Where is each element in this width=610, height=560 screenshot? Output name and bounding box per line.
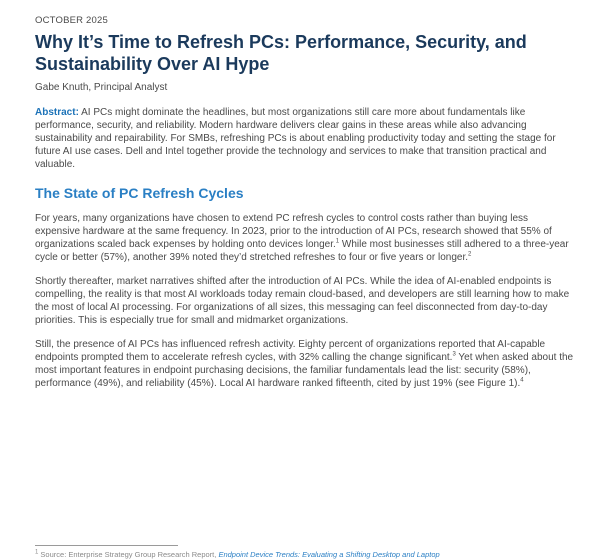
footnote-ref-1[interactable]: 1 xyxy=(335,238,340,245)
footnote-1 xyxy=(35,550,595,559)
abstract-label: Abstract: xyxy=(35,107,79,118)
abstract-paragraph xyxy=(35,106,575,171)
p3-text-b: Yet when asked about the most important features in endpoint purchasing decisions, the familiar fundamentals lead the list: security (58%), performance (49%), and reliability (45%). Local AI hardware ranked fifteenth, cited by just 19% (see Figure 1). xyxy=(35,352,574,389)
section-heading: The State of PC Refresh Cycles xyxy=(35,185,244,201)
body-paragraph-3 xyxy=(35,338,575,390)
footnote-ref-4[interactable]: 4 xyxy=(520,377,524,384)
p1-text-a: For years, many organizations have chosen to extend PC refresh cycles to control costs rather than buying less expensive hardware at the same frequency. In 2023, prior to the introduction of AI PCs, research showed that 55% of organizations scaled back expenses by holding onto devices longer. xyxy=(35,213,552,250)
report-date: OCTOBER 2025 xyxy=(35,15,108,26)
p3-text-a: Still, the presence of AI PCs has influenced refresh activity. Eighty percent of organizations reported that AI-capable endpoints prompted them to accelerate refresh cycles, with 32% calling the change significant. xyxy=(35,339,546,363)
footnote-source-link[interactable]: Endpoint Device Trends: Evaluating a Shifting Desktop and Laptop xyxy=(218,550,440,559)
footnote-ref-2[interactable]: 2 xyxy=(468,251,472,258)
footnote-divider xyxy=(35,545,178,546)
p1-text-b: While most businesses still adhered to a three-year cycle or better (57%), another 39% noted they’d stretched refreshes to four or five years or longer. xyxy=(35,239,569,263)
body-paragraph-1 xyxy=(35,212,575,264)
footnote-ref-3[interactable]: 3 xyxy=(452,351,456,358)
footnote-prefix: Source: Enterprise Strategy Group Research Report, xyxy=(38,550,219,559)
author-line: Gabe Knuth, Principal Analyst xyxy=(35,82,168,93)
report-title: Why It’s Time to Refresh PCs: Performance, Security, and Sustainability Over AI Hype xyxy=(35,32,527,74)
footnote-marker: 1 xyxy=(35,549,39,556)
body-paragraph-2: Shortly thereafter, market narratives shifted after the introduction of AI PCs. While the idea of AI-enabled endpoints is compelling, the reality is that most AI workloads today remain cloud-based, and developers are still learning how to make the most of local AI processing. For organizations of all sizes, this messaging can feel disconnected from day-to-day priorities. This is especially true for small and midmarket organizations. xyxy=(35,276,570,326)
abstract-text: AI PCs might dominate the headlines, but most organizations still care more about fundamentals like performance, security, and reliability. Modern hardware delivers clear gains in these areas while also advancing sustainability and repairability. For SMBs, refreshing PCs is about enabling productivity today and setting the stage for future AI use cases. Dell and Intel together provide the technology and services to make that transition practical and valuable. xyxy=(35,107,556,170)
